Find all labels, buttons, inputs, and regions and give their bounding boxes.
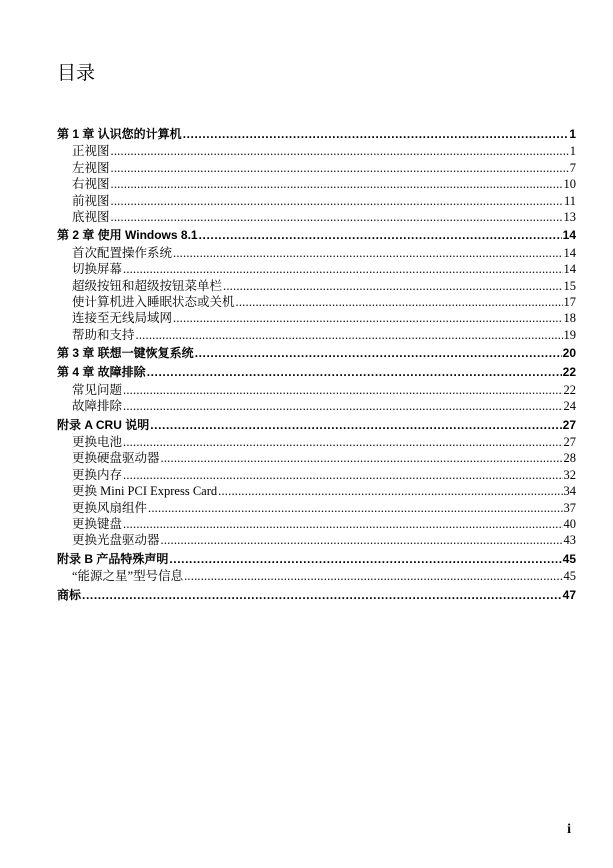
dot-leader — [123, 517, 562, 530]
toc-entry-label: 第 1 章 认识您的计算机 — [57, 127, 182, 141]
toc-entry-page: 22 — [562, 365, 576, 380]
toc-section-entry[interactable] — [57, 259, 576, 275]
toc-entry-label: 第 4 章 故障排除 — [57, 365, 146, 380]
toc-entry-page: 18 — [563, 311, 576, 325]
toc-entry-page: 27 — [563, 435, 576, 449]
toc-chapter-entry[interactable] — [57, 550, 576, 566]
toc-entry-page: 37 — [563, 500, 576, 514]
toc-entry-page: 28 — [563, 451, 576, 465]
dot-leader — [183, 127, 569, 141]
toc-entry-label: 更换硬盘驱动器 — [72, 451, 160, 465]
toc-entry-label: 正视图 — [72, 144, 110, 158]
dot-leader — [82, 588, 562, 602]
toc-section-entry[interactable] — [57, 325, 576, 341]
toc-entry-page: 15 — [563, 278, 576, 292]
dot-leader — [123, 399, 562, 412]
toc-chapter-entry[interactable] — [57, 586, 576, 602]
toc-entry-label: 更换电池 — [72, 435, 123, 449]
dot-leader — [173, 246, 562, 259]
dot-leader — [199, 228, 562, 242]
toc-section-entry[interactable] — [57, 243, 576, 259]
toc-section-entry[interactable] — [57, 396, 576, 412]
toc-section-entry[interactable] — [57, 432, 576, 448]
toc-entry-label: 更换 Mini PCI Express Card — [72, 484, 218, 498]
toc-section-entry[interactable] — [57, 498, 576, 514]
toc-entry-page: 22 — [563, 382, 576, 397]
toc-entry-label: 故障排除 — [72, 399, 123, 413]
page-title: 目录 — [57, 62, 96, 84]
dot-leader — [161, 451, 563, 464]
toc-entry-page: 27 — [562, 417, 576, 432]
dot-leader — [147, 365, 562, 379]
toc-section-entry[interactable] — [57, 481, 576, 497]
toc-entry-label: 切换屏幕 — [72, 262, 123, 276]
dot-leader — [195, 346, 562, 360]
toc-entry-page: 32 — [563, 467, 576, 482]
dot-leader — [136, 328, 563, 341]
toc-entry-page: 45 — [562, 551, 576, 566]
dot-leader — [161, 533, 563, 546]
dot-leader — [184, 569, 562, 582]
toc-entry-label: 第 2 章 使用 Windows 8.1 — [57, 228, 198, 243]
toc-entry-label: 更换风扇组件 — [72, 500, 148, 514]
toc-section-entry[interactable] — [57, 380, 576, 396]
dot-leader — [123, 262, 562, 275]
toc-entry-label: 超级按钮和超级按钮菜单栏 — [72, 278, 223, 292]
toc-entry-page: 17 — [563, 294, 576, 309]
toc-entry-label: 首次配置操作系统 — [72, 245, 173, 260]
toc-section-entry[interactable] — [57, 191, 576, 207]
toc-entry-page: 1 — [569, 127, 576, 141]
toc-entry-label: 右视图 — [72, 177, 110, 191]
dot-leader — [111, 161, 569, 174]
toc-entry-page: 13 — [563, 209, 576, 224]
toc-entry-label: 第 3 章 联想一键恢复系统 — [57, 346, 194, 361]
toc-entry-page: 14 — [563, 245, 576, 260]
toc-chapter-entry[interactable] — [57, 125, 576, 141]
dot-leader — [123, 468, 562, 481]
dot-leader — [236, 295, 563, 308]
toc-section-entry[interactable] — [57, 174, 576, 190]
toc-entry-label: 更换光盘驱动器 — [72, 533, 160, 547]
dot-leader — [173, 311, 562, 324]
toc-entry-label: 更换内存 — [72, 467, 123, 482]
toc-chapter-entry[interactable] — [57, 416, 576, 432]
toc-section-entry[interactable] — [57, 276, 576, 292]
table-of-contents — [57, 125, 576, 602]
dot-leader — [218, 484, 562, 497]
toc-chapter-entry[interactable] — [57, 226, 576, 242]
dot-leader — [169, 552, 561, 566]
dot-leader — [111, 210, 563, 223]
toc-section-entry[interactable] — [57, 158, 576, 174]
toc-entry-page: 40 — [563, 516, 576, 531]
toc-chapter-entry[interactable] — [57, 363, 576, 379]
toc-entry-label: 前视图 — [72, 193, 110, 207]
toc-entry-page: 47 — [562, 587, 576, 602]
toc-section-entry[interactable] — [57, 465, 576, 481]
dot-leader — [111, 177, 563, 190]
toc-entry-label: 左视图 — [72, 160, 110, 175]
toc-section-entry[interactable] — [57, 514, 576, 530]
toc-entry-label: 常见问题 — [72, 382, 123, 397]
toc-entry-page: 19 — [563, 327, 576, 342]
dot-leader — [148, 501, 562, 514]
dot-leader — [123, 383, 562, 396]
toc-section-entry[interactable] — [57, 566, 576, 582]
dot-leader — [111, 194, 563, 207]
dot-leader — [223, 279, 562, 292]
toc-entry-page: 7 — [569, 160, 576, 175]
toc-section-entry[interactable] — [57, 141, 576, 157]
toc-entry-label: 更换键盘 — [72, 516, 123, 531]
toc-entry-page: 45 — [563, 569, 576, 583]
toc-section-entry[interactable] — [57, 530, 576, 546]
toc-section-entry[interactable] — [57, 308, 576, 324]
toc-entry-label: 附录 B 产品特殊声明 — [57, 551, 169, 566]
toc-entry-page: 11 — [563, 193, 576, 207]
toc-entry-label: 附录 A CRU 说明 — [57, 417, 150, 432]
toc-entry-page: 43 — [563, 533, 576, 547]
toc-entry-label: 使计算机进入睡眠状态或关机 — [72, 294, 235, 309]
toc-entry-page: 10 — [563, 177, 576, 191]
toc-entry-label: 底视图 — [72, 209, 110, 224]
toc-entry-page: 24 — [563, 399, 576, 413]
toc-entry-label: 商标 — [57, 587, 82, 602]
toc-entry-page: 14 — [563, 262, 576, 276]
toc-entry-page: 34 — [563, 484, 576, 498]
page-number: i — [567, 822, 571, 837]
dot-leader — [111, 144, 569, 157]
toc-section-entry[interactable] — [57, 292, 576, 308]
toc-entry-page: 14 — [562, 228, 576, 243]
toc-entry-label: 帮助和支持 — [72, 327, 135, 342]
toc-entry-page: 1 — [569, 144, 576, 158]
toc-entry-label: 连接至无线局域网 — [72, 311, 173, 325]
toc-entry-label: “能源之星”型号信息 — [72, 569, 184, 583]
toc-entry-page: 20 — [562, 346, 576, 361]
toc-section-entry[interactable] — [57, 448, 576, 464]
toc-section-entry[interactable] — [57, 207, 576, 223]
dot-leader — [123, 435, 562, 448]
dot-leader — [150, 418, 561, 432]
toc-chapter-entry[interactable] — [57, 344, 576, 360]
